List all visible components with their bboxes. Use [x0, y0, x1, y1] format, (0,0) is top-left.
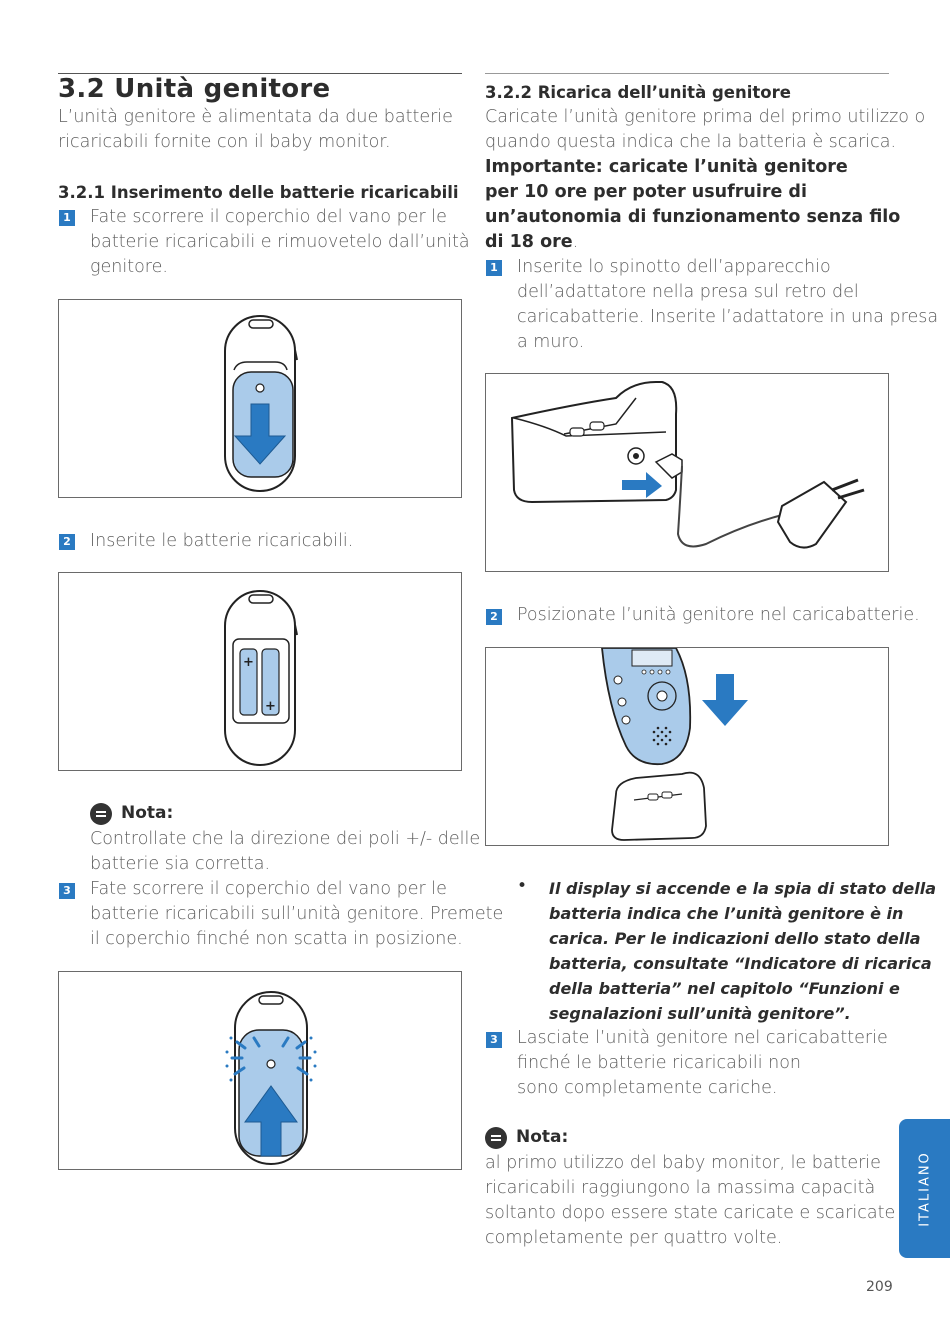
figure-remove-cover: [58, 299, 462, 498]
note-label-left: Nota:: [121, 803, 174, 823]
left-step3-text: Fate scorrere il coperchio del vano per le batterie ricaricabili sull’unità genitore. Premete il coperchio finché non scatta in posizione.: [90, 879, 504, 949]
step-badge-3: 3: [59, 883, 75, 899]
subheading-charging: 3.2.2 Ricarica dell’unità genitore: [485, 83, 791, 102]
left-step1-text: Fate scorrere il coperchio del vano per le batterie ricaricabili e rimuovetelo dall’unità genitore.: [90, 207, 470, 277]
subheading-insert-batteries: 3.2.1 Inserimento delle batterie ricaricabili: [58, 183, 459, 202]
right-step3-text: Lasciate l’unità genitore nel caricabatterie finché le batterie ricaricabili non sono completamente cariche.: [517, 1028, 888, 1098]
step-badge-1: 1: [59, 210, 75, 226]
left-note-text: Controllate che la direzione dei poli +/- delle batterie sia corretta.: [90, 829, 481, 874]
charger-adapter-illustration: [486, 374, 890, 573]
figure-charger-adapter: [485, 373, 889, 572]
figure-replace-cover: [58, 971, 462, 1170]
step-badge-2: 2: [59, 534, 75, 550]
right-step2-text: Posizionate l’unità genitore nel caricabatterie.: [517, 605, 920, 625]
right-step-badge-3: 3: [486, 1032, 502, 1048]
top-rule-right: [485, 73, 889, 74]
svg-text:+: +: [243, 655, 254, 670]
right-intro: Caricate l’unità genitore prima del primo utilizzo o quando questa indica che la batteria è scarica.: [485, 107, 926, 152]
figure-insert-batteries: [58, 572, 462, 771]
right-note-text: al primo utilizzo del baby monitor, le batterie ricaricabili raggiungono la massima capacità soltanto dopo essere state caricate e scaricate completamente per quattro volte.: [485, 1153, 896, 1248]
language-label: ITALIANO: [917, 1150, 932, 1227]
right-step-badge-1: 1: [486, 260, 502, 276]
language-side-tab: [899, 1119, 950, 1258]
section-title: 3.2 Unità genitore: [58, 74, 331, 104]
left-intro: L’unità genitore è alimentata da due batterie ricaricabili fornite con il baby monitor.: [58, 107, 453, 152]
figure-place-in-charger: [485, 647, 889, 846]
right-step1-text: Inserite lo spinotto dell’apparecchio dell’adattatore nella presa sul retro del caricabatterie. Inserite l’adattatore in una presa a muro.: [517, 257, 939, 352]
replace-cover-illustration: [59, 972, 463, 1171]
svg-text:+: +: [265, 699, 276, 714]
left-step2-text: Inserite le batterie ricaricabili.: [90, 531, 354, 551]
bullet-display-text: Il display si accende e la spia di stato della batteria indica che l’unità genitore è in carica. Per le indicazioni dello stato della batteria, consultate “Indicatore di ricarica della batteria” nel capitolo “Funzioni e segnalazioni sull’unità genitore”.: [549, 879, 937, 1023]
note-icon: [90, 803, 112, 825]
place-in-charger-illustration: [486, 648, 890, 847]
important-notice: Importante: caricate l’unità genitore per 10 ore per poter usufruire di un’autonomia di funzionamento senza filo di 18 ore.: [485, 157, 901, 252]
bullet-marker: •: [517, 876, 528, 896]
insert-batteries-illustration: [59, 573, 463, 772]
right-step-badge-2: 2: [486, 609, 502, 625]
note-icon-right: [485, 1127, 507, 1149]
note-label-right: Nota:: [516, 1127, 569, 1147]
page-number: 209: [866, 1279, 893, 1295]
remove-cover-illustration: [59, 300, 463, 499]
